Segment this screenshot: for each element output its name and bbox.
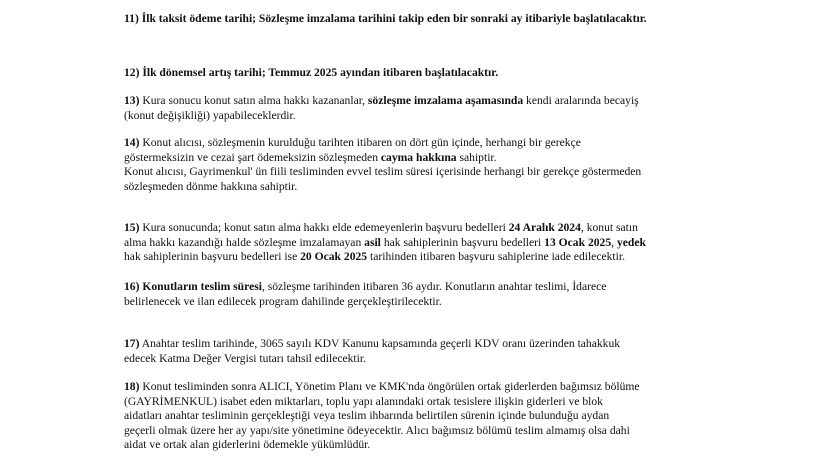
clause-line — [124, 395, 724, 410]
bold-text: 18) — [124, 380, 140, 393]
text: , sözleşme tarihinden itibaren 36 aydır. Konutların anahtar teslimi, İdarece — [261, 280, 607, 293]
text: hak sahiplerinin başvuru bedelleri ise — [124, 250, 301, 263]
text: kendi aralarında becayiş — [523, 94, 639, 107]
clause-16 — [124, 280, 724, 309]
bold-text: 15) — [124, 221, 140, 234]
clause-11 — [124, 12, 724, 27]
bold-text: yedek — [616, 235, 646, 249]
clause-line — [124, 424, 724, 439]
text: Konut tesliminden sonra ALICI, Yönetim Planı ve KMK'nda öngörülen ortak giderlerden bağımsız bölüme — [139, 380, 640, 393]
bold-text: asil — [364, 235, 381, 249]
text: , — [611, 235, 617, 249]
text: tarihinden itibaren başvuru sahiplerine iade edilecektir. — [367, 250, 625, 263]
clause-17 — [124, 337, 724, 366]
text: Kura sonucu konut satın alma hakkı kazananlar, — [139, 94, 368, 107]
text: hak sahiplerinin başvuru bedelleri — [380, 235, 545, 249]
bold-text: 13 Ocak 2025 — [544, 235, 612, 249]
clause-line — [124, 221, 724, 236]
text: (konut değişikliği) yapabileceklerdir. — [124, 108, 296, 122]
bold-text: 14) — [124, 136, 140, 149]
clause-line — [124, 136, 724, 151]
text: edecek Katma Değer Vergisi tutarı tahsil edilecektir. — [124, 351, 366, 365]
text: göstermeksizin ve cezai şart ödemeksizin sözleşmeden — [124, 150, 381, 164]
clause-line — [124, 66, 724, 81]
clause-line — [124, 180, 724, 195]
bold-text: 12) İlk dönemsel artış tarihi; Temmuz 2025 ayından itibaren başlatılacaktır. — [124, 66, 499, 79]
text: (GAYRİMENKUL) isabet eden miktarları, toplu yapı alanındaki ortak tesislere ilişkin giderleri ve blok — [124, 394, 603, 408]
text: alma hakkı kazandığı halde sözleşme imzalamayan — [124, 235, 365, 249]
clause-line — [124, 151, 724, 166]
bold-text: sözleşme imzalama aşamasında — [367, 94, 524, 107]
text: belirlenecek ve ilan edilecek program dahilinde gerçekleştirilecektir. — [124, 294, 442, 308]
bold-text: 16) Konutların teslim süresi — [124, 280, 262, 293]
clause-13 — [124, 94, 724, 123]
clause-18 — [124, 380, 724, 453]
bold-text: 13) — [124, 94, 140, 107]
clause-line — [124, 337, 724, 352]
clause-line — [124, 295, 724, 310]
clause-line — [124, 236, 724, 251]
text: Anahtar teslim tarihinde, 3065 sayılı KDV Kanunu kapsamında geçerli KDV oranı üzerinden tahakkuk — [139, 337, 621, 350]
text: aidatları anahtar tesliminin gerçekleştiği veya teslim ihbarında belirtilen sürenin içinde bulunduğu aydan — [124, 409, 610, 422]
clause-15 — [124, 221, 724, 265]
bold-text: cayma hakkına — [380, 150, 457, 164]
text: sahiptir. — [456, 150, 497, 164]
clause-line — [124, 165, 724, 180]
clause-line — [124, 94, 724, 109]
clause-line — [124, 380, 724, 395]
clause-line — [124, 12, 724, 27]
clause-14 — [124, 136, 724, 194]
text: geçerli olmak üzere her ay yapı/site yönetimine ödeyecektir. Alıcı bağımsız bölümü teslim almamış olsa dahi — [124, 423, 630, 437]
bold-text: 17) — [124, 337, 140, 350]
clause-line — [124, 250, 724, 265]
bold-text: 20 Ocak 2025 — [300, 250, 368, 263]
clause-line — [124, 438, 724, 453]
text: Konut alıcısı, sözleşmenin kurulduğu tarihten itibaren on dört gün içinde, herhangi bir gerekçe — [139, 136, 581, 149]
text: Konut alıcısı, Gayrimenkul' ün fiili tesliminden evvel teslim süresi içerisinde herhangi bir gerekçe göstermeden — [124, 165, 642, 178]
bold-text: 24 Aralık 2024 — [508, 221, 581, 234]
clause-line — [124, 280, 724, 295]
text: aidat ve ortak alan giderlerini ödemekle yükümlüdür. — [124, 438, 371, 451]
clause-12 — [124, 66, 724, 81]
text: sözleşmeden dönme hakkına sahiptir. — [124, 179, 298, 193]
bold-text: 11) İlk taksit ödeme tarihi; Sözleşme imzalama tarihini takip eden bir sonraki ay itibariyle başlatılacaktır. — [124, 12, 647, 25]
clause-line — [124, 409, 724, 424]
text: , konut satın — [580, 221, 638, 234]
clause-line — [124, 352, 724, 367]
text: Kura sonucunda; konut satın alma hakkı elde edemeyenlerin başvuru bedelleri — [139, 221, 509, 234]
clause-line — [124, 109, 724, 124]
